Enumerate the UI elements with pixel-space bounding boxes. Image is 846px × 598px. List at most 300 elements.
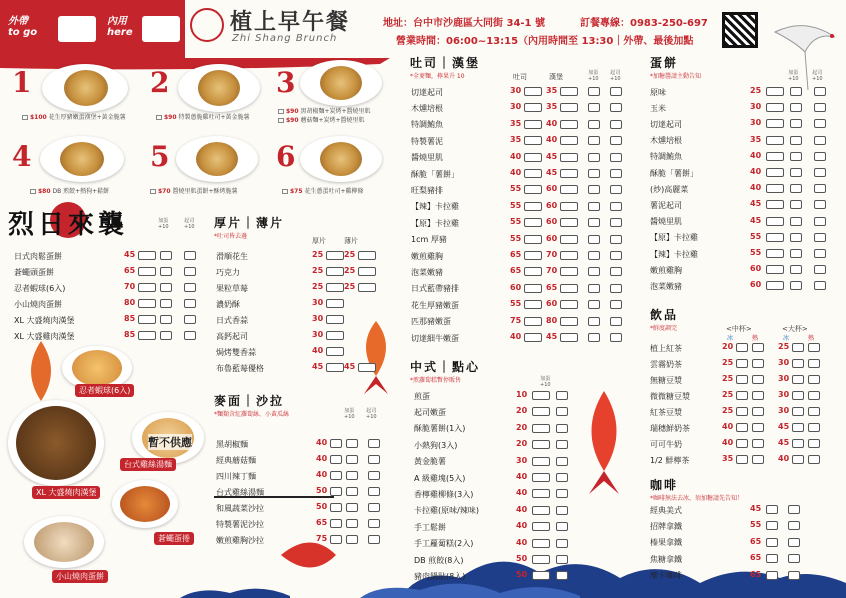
hot-box[interactable] (752, 423, 764, 432)
cheese-checkbox[interactable] (814, 152, 826, 161)
menu-item-name: 日式香蒜 (216, 315, 248, 325)
qty-box[interactable] (560, 185, 578, 194)
egg-checkbox[interactable] (790, 217, 802, 226)
cheese-checkbox[interactable] (368, 439, 380, 448)
qty-box[interactable] (326, 315, 344, 324)
coffee-section (650, 476, 743, 502)
menu-item-name: 酥脆「薯餅」 (650, 168, 698, 178)
combo-line[interactable]: $100 花生厚豬嫩蛋漢堡+黃金脆薯 (22, 114, 126, 122)
egg-checkbox[interactable] (790, 233, 802, 242)
egg-checkbox[interactable] (588, 202, 600, 211)
egg-checkbox[interactable] (160, 283, 172, 292)
qty-box[interactable] (330, 503, 342, 512)
egg-checkbox[interactable] (588, 185, 600, 194)
qty-box[interactable] (532, 473, 550, 482)
ice-box[interactable] (792, 391, 804, 400)
menu-item-name: 焦糖拿鐵 (650, 554, 682, 564)
takeout-box[interactable] (58, 16, 96, 42)
egg-checkbox[interactable] (556, 539, 568, 548)
egg-checkbox[interactable] (556, 489, 568, 498)
qty-box[interactable] (532, 506, 550, 515)
qty-box[interactable] (330, 471, 342, 480)
ice-box[interactable] (736, 455, 748, 464)
cheese-checkbox[interactable] (184, 251, 196, 260)
qty-box[interactable] (560, 87, 578, 96)
cheese-checkbox[interactable] (814, 281, 826, 290)
combo-line[interactable]: $75 花生蔥蛋吐司+雞柳條 (282, 188, 363, 196)
col-cheese: 起司 +10 (366, 408, 377, 420)
hot-box[interactable] (752, 359, 764, 368)
egg-checkbox[interactable] (160, 267, 172, 276)
cheese-checkbox[interactable] (610, 333, 622, 342)
qty-box[interactable] (524, 87, 542, 96)
combo-line[interactable]: $80 DB 煎餃+熱狗+鬆餅 (30, 188, 109, 196)
qty-box[interactable] (766, 281, 784, 290)
qty-box[interactable] (560, 284, 578, 293)
qty-box[interactable] (766, 136, 784, 145)
menu-item-price: 20 (516, 439, 528, 449)
col-burger: 漢堡 (549, 73, 563, 81)
dinein-label: 內用 here (107, 16, 133, 38)
qty-box[interactable] (532, 440, 550, 449)
egg-checkbox[interactable] (346, 503, 358, 512)
qty-box[interactable] (358, 267, 376, 276)
menu-item-price: 40 (750, 167, 762, 176)
chinese-note: *煎蘿蔔糕暫停販售 (410, 377, 462, 384)
egg-checkbox[interactable] (588, 120, 600, 129)
egg-checkbox[interactable] (160, 331, 172, 340)
cheese-checkbox[interactable] (610, 120, 622, 129)
qty-box[interactable] (766, 103, 784, 112)
qty-box[interactable] (766, 119, 784, 128)
ice-box[interactable] (736, 407, 748, 416)
hot-box[interactable] (808, 359, 820, 368)
qty-box[interactable] (560, 202, 578, 211)
qty-box[interactable] (532, 391, 550, 400)
qty-box[interactable] (766, 265, 784, 274)
ice-box[interactable] (736, 423, 748, 432)
egg-checkbox[interactable] (160, 315, 172, 324)
hot-box[interactable] (788, 505, 800, 514)
qty-box[interactable] (766, 87, 784, 96)
qty-box[interactable] (532, 489, 550, 498)
hot-box[interactable] (752, 391, 764, 400)
hot-box[interactable] (752, 455, 764, 464)
ice-box[interactable] (792, 343, 804, 352)
egg-checkbox[interactable] (346, 487, 358, 496)
qty-box[interactable] (532, 407, 550, 416)
qty-box[interactable] (524, 202, 542, 211)
menu-item-name: 小山燒肉蛋餅 (14, 299, 62, 309)
ice-box[interactable] (792, 359, 804, 368)
menu-item-price: 40 (750, 150, 762, 160)
menu-item-name: 薯泥起司 (650, 200, 682, 210)
cheese-checkbox[interactable] (368, 535, 380, 544)
egg-checkbox[interactable] (556, 407, 568, 416)
egg-checkbox[interactable] (790, 168, 802, 177)
qty-box[interactable] (326, 299, 344, 308)
menu-item-price: 40 (316, 438, 328, 447)
cheese-checkbox[interactable] (610, 185, 622, 194)
cheese-checkbox[interactable] (610, 235, 622, 244)
qty-box[interactable] (524, 284, 542, 293)
ice-box[interactable] (766, 521, 778, 530)
menu-item-price-toast: 30 (510, 102, 522, 112)
hot-box[interactable] (808, 375, 820, 384)
egg-checkbox[interactable] (346, 439, 358, 448)
qty-box[interactable] (326, 251, 344, 260)
cheese-checkbox[interactable] (610, 103, 622, 112)
egg-checkbox[interactable] (556, 457, 568, 466)
egg-checkbox[interactable] (588, 218, 600, 227)
hot-box[interactable] (808, 407, 820, 416)
qty-box[interactable] (560, 218, 578, 227)
qty-box[interactable] (524, 333, 542, 342)
egg-checkbox[interactable] (588, 87, 600, 96)
ice-box[interactable] (766, 505, 778, 514)
qty-box[interactable] (138, 267, 156, 276)
egg-checkbox[interactable] (790, 249, 802, 258)
qty-box[interactable] (560, 333, 578, 342)
cheese-checkbox[interactable] (610, 317, 622, 326)
egg-checkbox[interactable] (588, 284, 600, 293)
egg-checkbox[interactable] (790, 103, 802, 112)
egg-checkbox[interactable] (556, 506, 568, 515)
menu-item-name: 酥脆「薯餅」 (411, 169, 459, 179)
menu-item-name: 酥脆薯餅(1入) (414, 424, 466, 434)
qty-box[interactable] (326, 283, 344, 292)
cheese-checkbox[interactable] (814, 200, 826, 209)
ice-box[interactable] (792, 375, 804, 384)
cheese-checkbox[interactable] (610, 153, 622, 162)
qty-box[interactable] (524, 300, 542, 309)
egg-checkbox[interactable] (556, 440, 568, 449)
hot-box[interactable] (788, 538, 800, 547)
combo-line[interactable]: $90 蘑菇麵+炭烤+醬燒里肌 (278, 117, 365, 125)
qty-box[interactable] (766, 249, 784, 258)
cheese-checkbox[interactable] (610, 218, 622, 227)
qty-box[interactable] (560, 251, 578, 260)
combo-line[interactable]: $90 特製蔥脆雞吐司+黃金脆薯 (156, 114, 249, 122)
ice-box[interactable] (792, 439, 804, 448)
qty-box[interactable] (532, 539, 550, 548)
cheese-checkbox[interactable] (814, 265, 826, 274)
menu-item-price: 40 (516, 537, 528, 547)
col-egg: 加蛋 +10 (158, 218, 169, 230)
egg-checkbox[interactable] (556, 571, 568, 580)
menu-item-name: 木燻培根 (411, 103, 443, 113)
egg-checkbox[interactable] (588, 153, 600, 162)
menu-item-name: 布魯藍莓優格 (216, 363, 264, 373)
egg-checkbox[interactable] (160, 299, 172, 308)
toast-note: *全麥麵，檸果升 10 (410, 73, 465, 80)
cheese-checkbox[interactable] (814, 103, 826, 112)
egg-checkbox[interactable] (556, 424, 568, 433)
ice-box[interactable] (736, 439, 748, 448)
menu-item-name: 泡菜嫩豬 (650, 281, 682, 291)
cheese-checkbox[interactable] (610, 267, 622, 276)
ice-box[interactable] (736, 391, 748, 400)
qty-box[interactable] (330, 455, 342, 464)
combo-number: 1 (12, 66, 32, 99)
hot-box[interactable] (788, 521, 800, 530)
qty-box[interactable] (326, 363, 344, 372)
combo-line[interactable]: $70 醬燒里肌蛋餅+酥烤脆薯 (150, 188, 237, 196)
qty-box[interactable] (524, 120, 542, 129)
egg-checkbox[interactable] (556, 555, 568, 564)
hot-box[interactable] (752, 439, 764, 448)
qty-box[interactable] (524, 218, 542, 227)
qty-box[interactable] (330, 439, 342, 448)
ice-box[interactable] (766, 538, 778, 547)
egg-checkbox[interactable] (346, 519, 358, 528)
cheese-checkbox[interactable] (610, 136, 622, 145)
menu-item-price: 60 (750, 280, 762, 290)
egg-checkbox[interactable] (346, 455, 358, 464)
cheese-checkbox[interactable] (368, 519, 380, 528)
qty-box[interactable] (330, 487, 342, 496)
hot-box[interactable] (788, 571, 800, 580)
egg-checkbox[interactable] (588, 235, 600, 244)
cheese-checkbox[interactable] (610, 284, 622, 293)
cheese-checkbox[interactable] (814, 119, 826, 128)
cheese-checkbox[interactable] (184, 331, 196, 340)
egg-checkbox[interactable] (160, 251, 172, 260)
hot-box[interactable] (808, 343, 820, 352)
egg-checkbox[interactable] (588, 317, 600, 326)
qty-box[interactable] (524, 251, 542, 260)
menu-item-price: 65 (124, 266, 136, 275)
cheese-checkbox[interactable] (610, 87, 622, 96)
menu-item-name: 黑胡椒麵 (216, 439, 248, 449)
menu-item-price-thin: 25 (344, 282, 356, 291)
menu-item-price-burger: 45 (546, 332, 558, 341)
egg-checkbox[interactable] (588, 300, 600, 309)
hot-box[interactable] (752, 343, 764, 352)
qty-box[interactable] (358, 283, 376, 292)
egg-checkbox[interactable] (790, 200, 802, 209)
menu-item-price: 40 (516, 504, 528, 514)
menu-item-name: 嫩煎雞胸沙拉 (216, 535, 264, 545)
qty-box[interactable] (524, 136, 542, 145)
menu-item-price-toast: 60 (510, 282, 522, 292)
egg-checkbox[interactable] (346, 535, 358, 544)
qty-box[interactable] (532, 555, 550, 564)
qty-box[interactable] (524, 185, 542, 194)
qty-box[interactable] (766, 233, 784, 242)
cheese-checkbox[interactable] (184, 283, 196, 292)
hot-box[interactable] (808, 423, 820, 432)
ice-box[interactable] (766, 554, 778, 563)
qty-box[interactable] (524, 103, 542, 112)
egg-checkbox[interactable] (790, 136, 802, 145)
col-cheese: 起司 +10 (610, 70, 621, 82)
qty-box[interactable] (560, 169, 578, 178)
combo-photo (300, 136, 382, 182)
menu-item-price-burger: 60 (546, 200, 558, 210)
egg-checkbox[interactable] (588, 136, 600, 145)
qty-box[interactable] (524, 153, 542, 162)
egg-checkbox[interactable] (588, 103, 600, 112)
qty-box[interactable] (532, 424, 550, 433)
menu-item-price-toast: 30 (510, 86, 522, 95)
cheese-checkbox[interactable] (814, 233, 826, 242)
cheese-checkbox[interactable] (184, 267, 196, 276)
coffee-title: 咖啡 (650, 478, 679, 492)
qty-box[interactable] (524, 317, 542, 326)
egg-checkbox[interactable] (790, 281, 802, 290)
hot-label: 熱 (752, 335, 759, 342)
menu-item-price-thick: 30 (312, 314, 324, 323)
menu-item-price-toast: 35 (510, 135, 522, 145)
menu-item-name: 旺梨豬排 (411, 185, 443, 195)
menu-item-price-large: 40 (778, 454, 790, 463)
menu-item-price-thick: 30 (312, 298, 324, 307)
qty-box[interactable] (138, 251, 156, 260)
ice-box[interactable] (792, 407, 804, 416)
qty-box[interactable] (766, 217, 784, 226)
noodle-note: *麵類含紅蘿蔔絲、小黃瓜絲 (214, 411, 290, 418)
qty-box[interactable] (560, 235, 578, 244)
menu-item-name: (炒)高麗菜 (650, 184, 689, 194)
qty-box[interactable] (138, 331, 156, 340)
qty-box[interactable] (138, 283, 156, 292)
menu-item-price: 40 (316, 470, 328, 479)
egg-checkbox[interactable] (588, 169, 600, 178)
qty-box[interactable] (358, 251, 376, 260)
menu-item-name: 手工蘿蔔糕(2入) (414, 539, 474, 549)
combo-photo (176, 136, 258, 182)
qty-box[interactable] (560, 120, 578, 129)
qty-box[interactable] (524, 169, 542, 178)
menu-item-name: 濃奶酥 (216, 299, 240, 309)
qty-box[interactable] (560, 103, 578, 112)
qty-box[interactable] (766, 184, 784, 193)
menu-item-price-toast: 40 (510, 332, 522, 341)
egg-checkbox[interactable] (346, 471, 358, 480)
qty-box[interactable] (138, 299, 156, 308)
cheese-checkbox[interactable] (814, 136, 826, 145)
qty-box[interactable] (524, 235, 542, 244)
cheese-checkbox[interactable] (368, 455, 380, 464)
qty-box[interactable] (326, 331, 344, 340)
menu-item-name: 和風蔬菜沙拉 (216, 503, 264, 513)
qty-box[interactable] (358, 363, 376, 372)
hot-box[interactable] (808, 455, 820, 464)
ice-label: 冰 (783, 335, 790, 342)
cheese-checkbox[interactable] (610, 300, 622, 309)
qty-box[interactable] (766, 200, 784, 209)
menu-item-name: 日式肉鬆蛋餅 (14, 251, 62, 261)
ice-box[interactable] (736, 375, 748, 384)
cheese-checkbox[interactable] (368, 471, 380, 480)
egg-checkbox[interactable] (790, 119, 802, 128)
menu-item-price-toast: 55 (510, 184, 522, 194)
egg-checkbox[interactable] (556, 473, 568, 482)
menu-item-price-burger: 65 (546, 282, 558, 292)
qty-box[interactable] (532, 522, 550, 531)
egg-checkbox[interactable] (588, 251, 600, 260)
brand-logo-icon (190, 8, 224, 42)
qty-box[interactable] (560, 153, 578, 162)
hot-box[interactable] (752, 375, 764, 384)
menu-item-name: 卡拉雞(原味/辣味) (414, 506, 479, 516)
qty-box[interactable] (560, 300, 578, 309)
menu-item-price-large: 30 (778, 406, 790, 415)
egg-checkbox[interactable] (588, 333, 600, 342)
cheese-checkbox[interactable] (184, 299, 196, 308)
egg-checkbox[interactable] (790, 152, 802, 161)
menu-item-name: 香檸雞柳條(3入) (414, 489, 474, 499)
qty-box[interactable] (766, 152, 784, 161)
ice-box[interactable] (736, 359, 748, 368)
hot-box[interactable] (808, 439, 820, 448)
hot-box[interactable] (808, 391, 820, 400)
egg-checkbox[interactable] (556, 522, 568, 531)
cheese-checkbox[interactable] (814, 168, 826, 177)
combo-number: 6 (276, 140, 296, 173)
qty-box[interactable] (532, 457, 550, 466)
qty-box[interactable] (560, 267, 578, 276)
ice-box[interactable] (736, 343, 748, 352)
qty-box[interactable] (330, 519, 342, 528)
qty-box[interactable] (560, 136, 578, 145)
hot-box[interactable] (752, 407, 764, 416)
qty-box[interactable] (532, 571, 550, 580)
menu-item-price: 45 (750, 215, 762, 225)
menu-item-price: 20 (516, 422, 528, 432)
cheese-checkbox[interactable] (814, 87, 826, 96)
egg-checkbox[interactable] (790, 87, 802, 96)
egg-checkbox[interactable] (790, 184, 802, 193)
hot-box[interactable] (788, 554, 800, 563)
qty-box[interactable] (326, 267, 344, 276)
cheese-checkbox[interactable] (814, 249, 826, 258)
egg-checkbox[interactable] (556, 391, 568, 400)
menu-item-name: 泡菜嫩豬 (411, 267, 443, 277)
cheese-checkbox[interactable] (814, 184, 826, 193)
combo-line[interactable]: $90 黑胡椒麵+炭烤+醬燒里肌 (278, 108, 371, 116)
qty-box[interactable] (560, 317, 578, 326)
ice-box[interactable] (792, 455, 804, 464)
cheese-checkbox[interactable] (184, 315, 196, 324)
ice-box[interactable] (766, 571, 778, 580)
cheese-checkbox[interactable] (610, 202, 622, 211)
ice-box[interactable] (792, 423, 804, 432)
menu-item-name: 微微糖豆漿 (650, 391, 690, 401)
menu-item-name: 原味 (650, 87, 666, 97)
egg-checkbox[interactable] (588, 267, 600, 276)
egg-checkbox[interactable] (790, 265, 802, 274)
cheese-checkbox[interactable] (368, 503, 380, 512)
qty-box[interactable] (326, 347, 344, 356)
menu-item-price: 40 (516, 488, 528, 498)
qty-box[interactable] (524, 267, 542, 276)
menu-item-price-thick: 45 (312, 362, 324, 371)
qty-box[interactable] (330, 535, 342, 544)
chinese-section (410, 358, 480, 384)
cheese-checkbox[interactable] (368, 487, 380, 496)
cheese-checkbox[interactable] (610, 169, 622, 178)
menu-item-price-medium: 20 (722, 342, 734, 351)
cheese-checkbox[interactable] (814, 217, 826, 226)
qty-box[interactable] (138, 315, 156, 324)
cheese-checkbox[interactable] (610, 251, 622, 260)
menu-item-price-burger: 45 (546, 151, 558, 161)
dinein-box[interactable] (142, 16, 180, 42)
col-medium: <中杯> (726, 325, 752, 333)
qty-box[interactable] (766, 168, 784, 177)
